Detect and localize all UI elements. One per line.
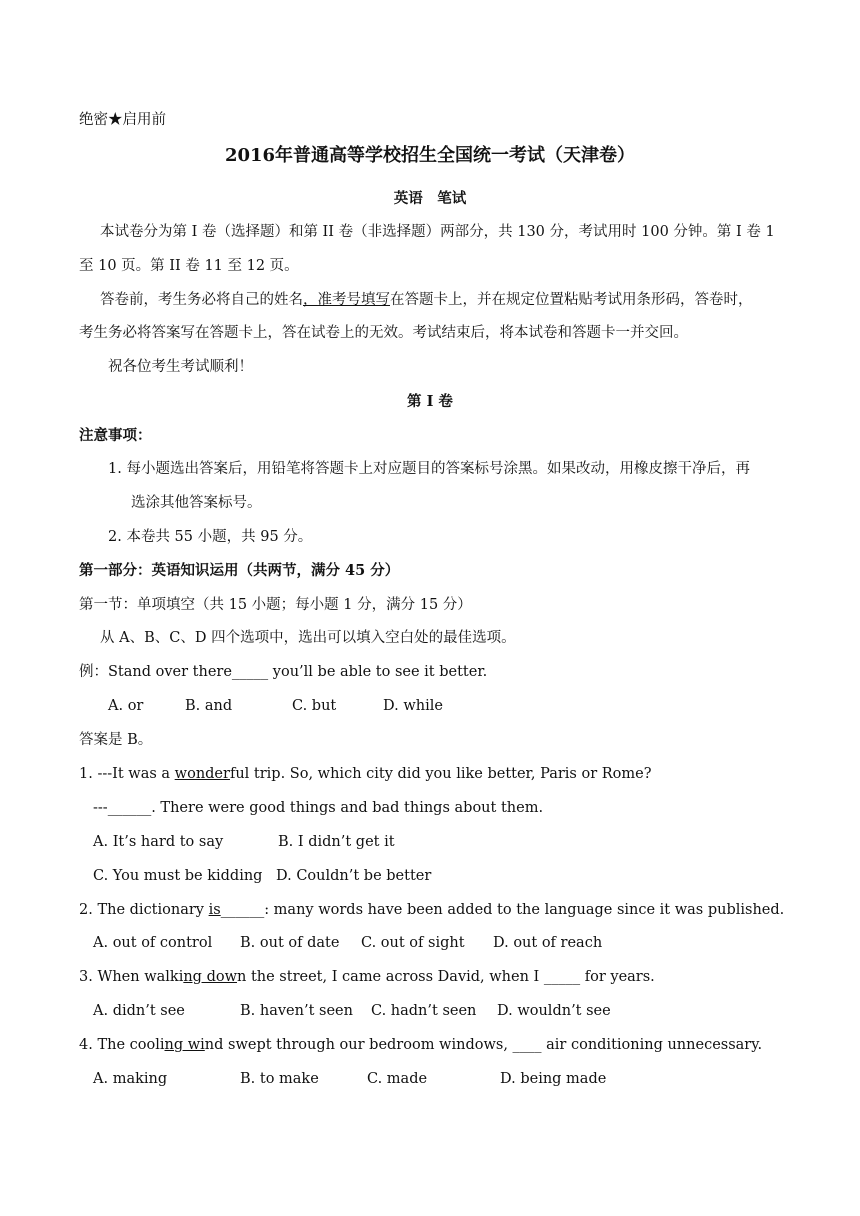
question-4-option-a: A. making — [93, 1071, 168, 1087]
intro-paragraph-1-line-2: 至 10 页。第 II 卷 11 至 12 页。 — [79, 258, 299, 274]
note-item-1-line-2: 选涂其他答案标号。 — [131, 495, 262, 511]
intro-text-b: 在答题卡上，并在规定位置粘贴考试用条形码，答卷时， — [390, 292, 753, 308]
question-1-option-c: C. You must be kidding — [93, 868, 263, 884]
question-4-option-d: D. being made — [500, 1071, 607, 1087]
question-2-stem-a: 2. The dictionary — [79, 902, 209, 918]
part1-heading: 第一部分：英语知识运用（共两节，满分 45 分） — [79, 562, 400, 579]
question-3-option-a: A. didn’t see — [93, 1003, 185, 1019]
question-1-option-b: B. I didn’t get it — [278, 834, 395, 850]
example-option-d: D. while — [383, 698, 443, 714]
question-2-option-c: C. out of sight — [361, 935, 465, 951]
question-3-stem — [79, 967, 655, 987]
question-3-stem-a: 3. When walki — [79, 969, 184, 985]
intro-text-a: 答卷前，考生务必将自己的姓名 — [100, 292, 303, 308]
example-option-b: B. and — [185, 698, 233, 714]
question-3-option-d: D. wouldn’t see — [497, 1003, 611, 1019]
question-1-stem-a: 1. ---It was a — [79, 766, 175, 782]
question-2-option-a: A. out of control — [93, 935, 213, 951]
intro-paragraph-2-line-1 — [100, 290, 753, 310]
question-4-stem-b: nd swept through our bedroom windows, ____ air conditioning unnecessary. — [204, 1037, 763, 1053]
question-4-stem-underlined: ng wi — [164, 1037, 205, 1053]
question-1-option-d: D. Couldn’t be better — [276, 868, 432, 884]
section1-heading: 第一节：单项填空（共 15 小题；每小题 1 分，满分 15 分） — [79, 597, 472, 613]
question-2-stem — [79, 900, 784, 920]
question-1-stem-b: ful trip. So, which city did you like better, Paris or Rome? — [229, 766, 652, 782]
question-3-stem-b: n the street, I came across David, when I _____ for years. — [237, 969, 655, 985]
note-item-1-line-1: 1. 每小题选出答案后，用铅笔将答题卡上对应题目的答案标号涂黑。如果改动，用橡皮擦干净后，再 — [108, 461, 750, 477]
question-3-option-c: C. hadn’t seen — [371, 1003, 477, 1019]
good-luck-text: 祝各位考生考试顺利！ — [108, 359, 253, 375]
example-stem: 例：Stand over there_____ you’ll be able to see it better. — [79, 664, 488, 680]
question-4-option-b: B. to make — [240, 1071, 319, 1087]
intro-paragraph-2-line-2: 考生务必将答案写在答题卡上，答在试卷上的无效。考试结束后，将本试卷和答题卡一并交回。 — [79, 325, 688, 341]
example-option-c: C. but — [292, 698, 337, 714]
question-2-option-b: B. out of date — [240, 935, 340, 951]
note-item-2: 2. 本卷共 55 小题，共 95 分。 — [108, 529, 313, 545]
notes-heading: 注意事项： — [79, 427, 152, 444]
section1-instruction: 从 A、B、C、D 四个选项中，选出可以填入空白处的最佳选项。 — [100, 630, 516, 646]
question-3-stem-underlined: ng dow — [183, 969, 237, 985]
question-4-stem-a: 4. The cooli — [79, 1037, 165, 1053]
question-2-option-d: D. out of reach — [493, 935, 603, 951]
question-1-option-a: A. It’s hard to say — [93, 834, 224, 850]
question-4-option-c: C. made — [367, 1071, 428, 1087]
question-2-stem-underlined: is — [208, 902, 221, 918]
volume-title: 第 I 卷 — [407, 393, 453, 410]
exam-title: 2016年普通高等学校招生全国统一考试（天津卷） — [224, 145, 636, 166]
question-1-stem — [79, 764, 652, 784]
question-3-option-b: B. haven’t seen — [240, 1003, 353, 1019]
intro-text-underlined: ，准考号填写 — [303, 292, 390, 308]
exam-subtitle: 英语 笔试 — [393, 190, 467, 207]
question-1-stem-underlined: wonder — [174, 766, 230, 782]
example-answer: 答案是 B。 — [79, 732, 153, 748]
intro-paragraph-1-line-1: 本试卷分为第 I 卷（选择题）和第 II 卷（非选择题）两部分，共 130 分，考试用时 100 分钟。第 I 卷 1 — [100, 224, 775, 240]
question-1-stem-line-2: ---______. There were good things and bad things about them. — [93, 800, 544, 816]
confidential-label: 绝密★启用前 — [79, 112, 166, 128]
question-4-stem — [79, 1035, 762, 1055]
example-option-a: A. or — [108, 698, 144, 714]
question-2-stem-b: ______: many words have been added to the language since it was published. — [220, 902, 785, 918]
